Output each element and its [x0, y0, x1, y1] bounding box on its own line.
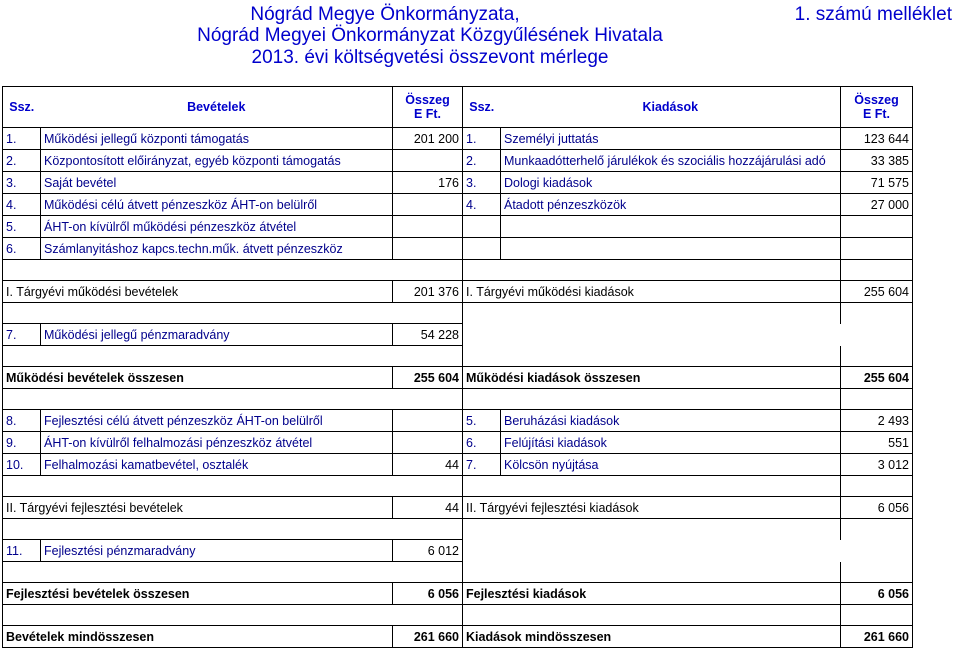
row-num-left: 3.: [3, 172, 41, 194]
dev-residual-value: 6 012: [393, 540, 463, 562]
row-num-right: 7.: [463, 454, 501, 476]
col-ssz-right: Ssz.: [463, 87, 501, 128]
op-sum-rev-value: 255 604: [393, 367, 463, 389]
op-sum-rev-label: Működési bevételek összesen: [3, 367, 393, 389]
row-label-right: Beruházási kiadások: [501, 410, 841, 432]
op-total-rev-value: 201 376: [393, 281, 463, 303]
row-label-right: Munkaadótterhelő járulékok és szociális hozzájárulási adó: [501, 150, 841, 172]
dev-totals-row: [3, 497, 913, 519]
grand-exp-value: 261 660: [841, 626, 913, 648]
dev-total-exp-label: II. Tárgyévi fejlesztési kiadások: [463, 497, 841, 519]
op-sum-exp-label: Működési kiadások összesen: [463, 367, 841, 389]
row-label-left: Számlanyitáshoz kapcs.techn.műk. átvett pénzeszköz: [41, 238, 393, 260]
dev-total-rev-label: II. Tárgyévi fejlesztési bevételek: [3, 497, 393, 519]
op-residual-value: 54 228: [393, 324, 463, 346]
dev-residual-num: 11.: [3, 540, 41, 562]
row-value-right: 71 575: [841, 172, 913, 194]
row-num-right: 3.: [463, 172, 501, 194]
dev-sum-rev-label: Fejlesztési bevételek összesen: [3, 583, 393, 605]
row-num-right: 2.: [463, 150, 501, 172]
op-total-exp-value: 255 604: [841, 281, 913, 303]
grand-rev-value: 261 660: [393, 626, 463, 648]
row-value-left: [393, 410, 463, 432]
row-label-right: Személyi juttatás: [501, 128, 841, 150]
row-value-right: 3 012: [841, 454, 913, 476]
grand-exp-label: Kiadások mindösszesen: [463, 626, 841, 648]
row-value-right: 551: [841, 432, 913, 454]
op-residual-num: 7.: [3, 324, 41, 346]
row-label-left: Saját bevétel: [41, 172, 393, 194]
row-value-right: [841, 238, 913, 260]
grand-rev-label: Bevételek mindösszesen: [3, 626, 393, 648]
dev-sum-exp-label: Fejlesztési kiadások: [463, 583, 841, 605]
table-row: [3, 410, 913, 432]
table-row: [3, 238, 913, 260]
dev-sum-row: [3, 583, 913, 605]
row-value-left: [393, 238, 463, 260]
row-label-left: Központosított előirányzat, egyéb központi támogatás: [41, 150, 393, 172]
op-totals-row: [3, 281, 913, 303]
table-row: [3, 150, 913, 172]
col-amount-right: Összeg E Ft.: [841, 87, 913, 128]
grand-total-row: [3, 626, 913, 648]
row-value-right: [841, 216, 913, 238]
row-num-right: [463, 216, 501, 238]
row-num-left: 8.: [3, 410, 41, 432]
row-num-left: 5.: [3, 216, 41, 238]
row-label-left: Működési jellegű központi támogatás: [41, 128, 393, 150]
row-label-right: Kölcsön nyújtása: [501, 454, 841, 476]
row-num-left: 2.: [3, 150, 41, 172]
row-num-left: 9.: [3, 432, 41, 454]
dev-residual-label: Fejlesztési pénzmaradvány: [41, 540, 393, 562]
row-num-left: 10.: [3, 454, 41, 476]
row-label-left: Működési célú átvett pénzeszköz ÁHT-on belülről: [41, 194, 393, 216]
budget-table: [2, 86, 913, 648]
table-row: [3, 454, 913, 476]
row-num-left: 1.: [3, 128, 41, 150]
table-row: [3, 128, 913, 150]
row-label-right: [501, 216, 841, 238]
dev-total-exp-value: 6 056: [841, 497, 913, 519]
row-value-left: [393, 150, 463, 172]
dev-sum-rev-value: 6 056: [393, 583, 463, 605]
row-value-left: [393, 194, 463, 216]
row-value-left: 201 200: [393, 128, 463, 150]
row-label-right: Dologi kiadások: [501, 172, 841, 194]
row-num-right: [463, 238, 501, 260]
row-value-right: 123 644: [841, 128, 913, 150]
op-total-rev-label: I. Tárgyévi működési bevételek: [3, 281, 393, 303]
row-num-right: 5.: [463, 410, 501, 432]
row-label-right: Átadott pénzeszközök: [501, 194, 841, 216]
row-value-right: 27 000: [841, 194, 913, 216]
table-row: [3, 172, 913, 194]
row-num-left: 4.: [3, 194, 41, 216]
annex-label: 1. számú melléklet: [794, 4, 952, 25]
col-amount-left: Összeg E Ft.: [393, 87, 463, 128]
op-total-exp-label: I. Tárgyévi működési kiadások: [463, 281, 841, 303]
op-residual-label: Működési jellegű pénzmaradvány: [41, 324, 393, 346]
dev-residual-row: [3, 540, 913, 562]
title-line-1: Nógrád Megye Önkormányzata,: [250, 4, 520, 25]
row-num-right: 4.: [463, 194, 501, 216]
row-label-right: [501, 238, 841, 260]
row-value-right: 33 385: [841, 150, 913, 172]
row-label-right: Felújítási kiadások: [501, 432, 841, 454]
col-revenue: Bevételek: [41, 87, 393, 128]
dev-total-rev-value: 44: [393, 497, 463, 519]
row-label-left: ÁHT-on kívülről működési pénzeszköz átvétel: [41, 216, 393, 238]
row-num-left: 6.: [3, 238, 41, 260]
row-value-left: [393, 216, 463, 238]
table-row: [3, 216, 913, 238]
row-num-right: 6.: [463, 432, 501, 454]
table-row: [3, 194, 913, 216]
row-value-left: 44: [393, 454, 463, 476]
dev-sum-exp-value: 6 056: [841, 583, 913, 605]
title-line-2: Nógrád Megyei Önkormányzat Közgyűlésének Hivatala: [197, 25, 663, 46]
header-row: [3, 87, 913, 128]
col-ssz-left: Ssz.: [3, 87, 41, 128]
op-residual-row: [3, 324, 913, 346]
row-label-left: ÁHT-on kívülről felhalmozási pénzeszköz átvétel: [41, 432, 393, 454]
row-value-left: 176: [393, 172, 463, 194]
col-expense: Kiadások: [501, 87, 841, 128]
op-sum-exp-value: 255 604: [841, 367, 913, 389]
title-line-3: 2013. évi költségvetési összevont mérlege: [251, 47, 609, 68]
row-value-right: 2 493: [841, 410, 913, 432]
row-label-left: Fejlesztési célú átvett pénzeszköz ÁHT-on belülről: [41, 410, 393, 432]
row-num-right: 1.: [463, 128, 501, 150]
table-row: [3, 432, 913, 454]
row-value-left: [393, 432, 463, 454]
row-label-left: Felhalmozási kamatbevétel, osztalék: [41, 454, 393, 476]
op-sum-row: [3, 367, 913, 389]
